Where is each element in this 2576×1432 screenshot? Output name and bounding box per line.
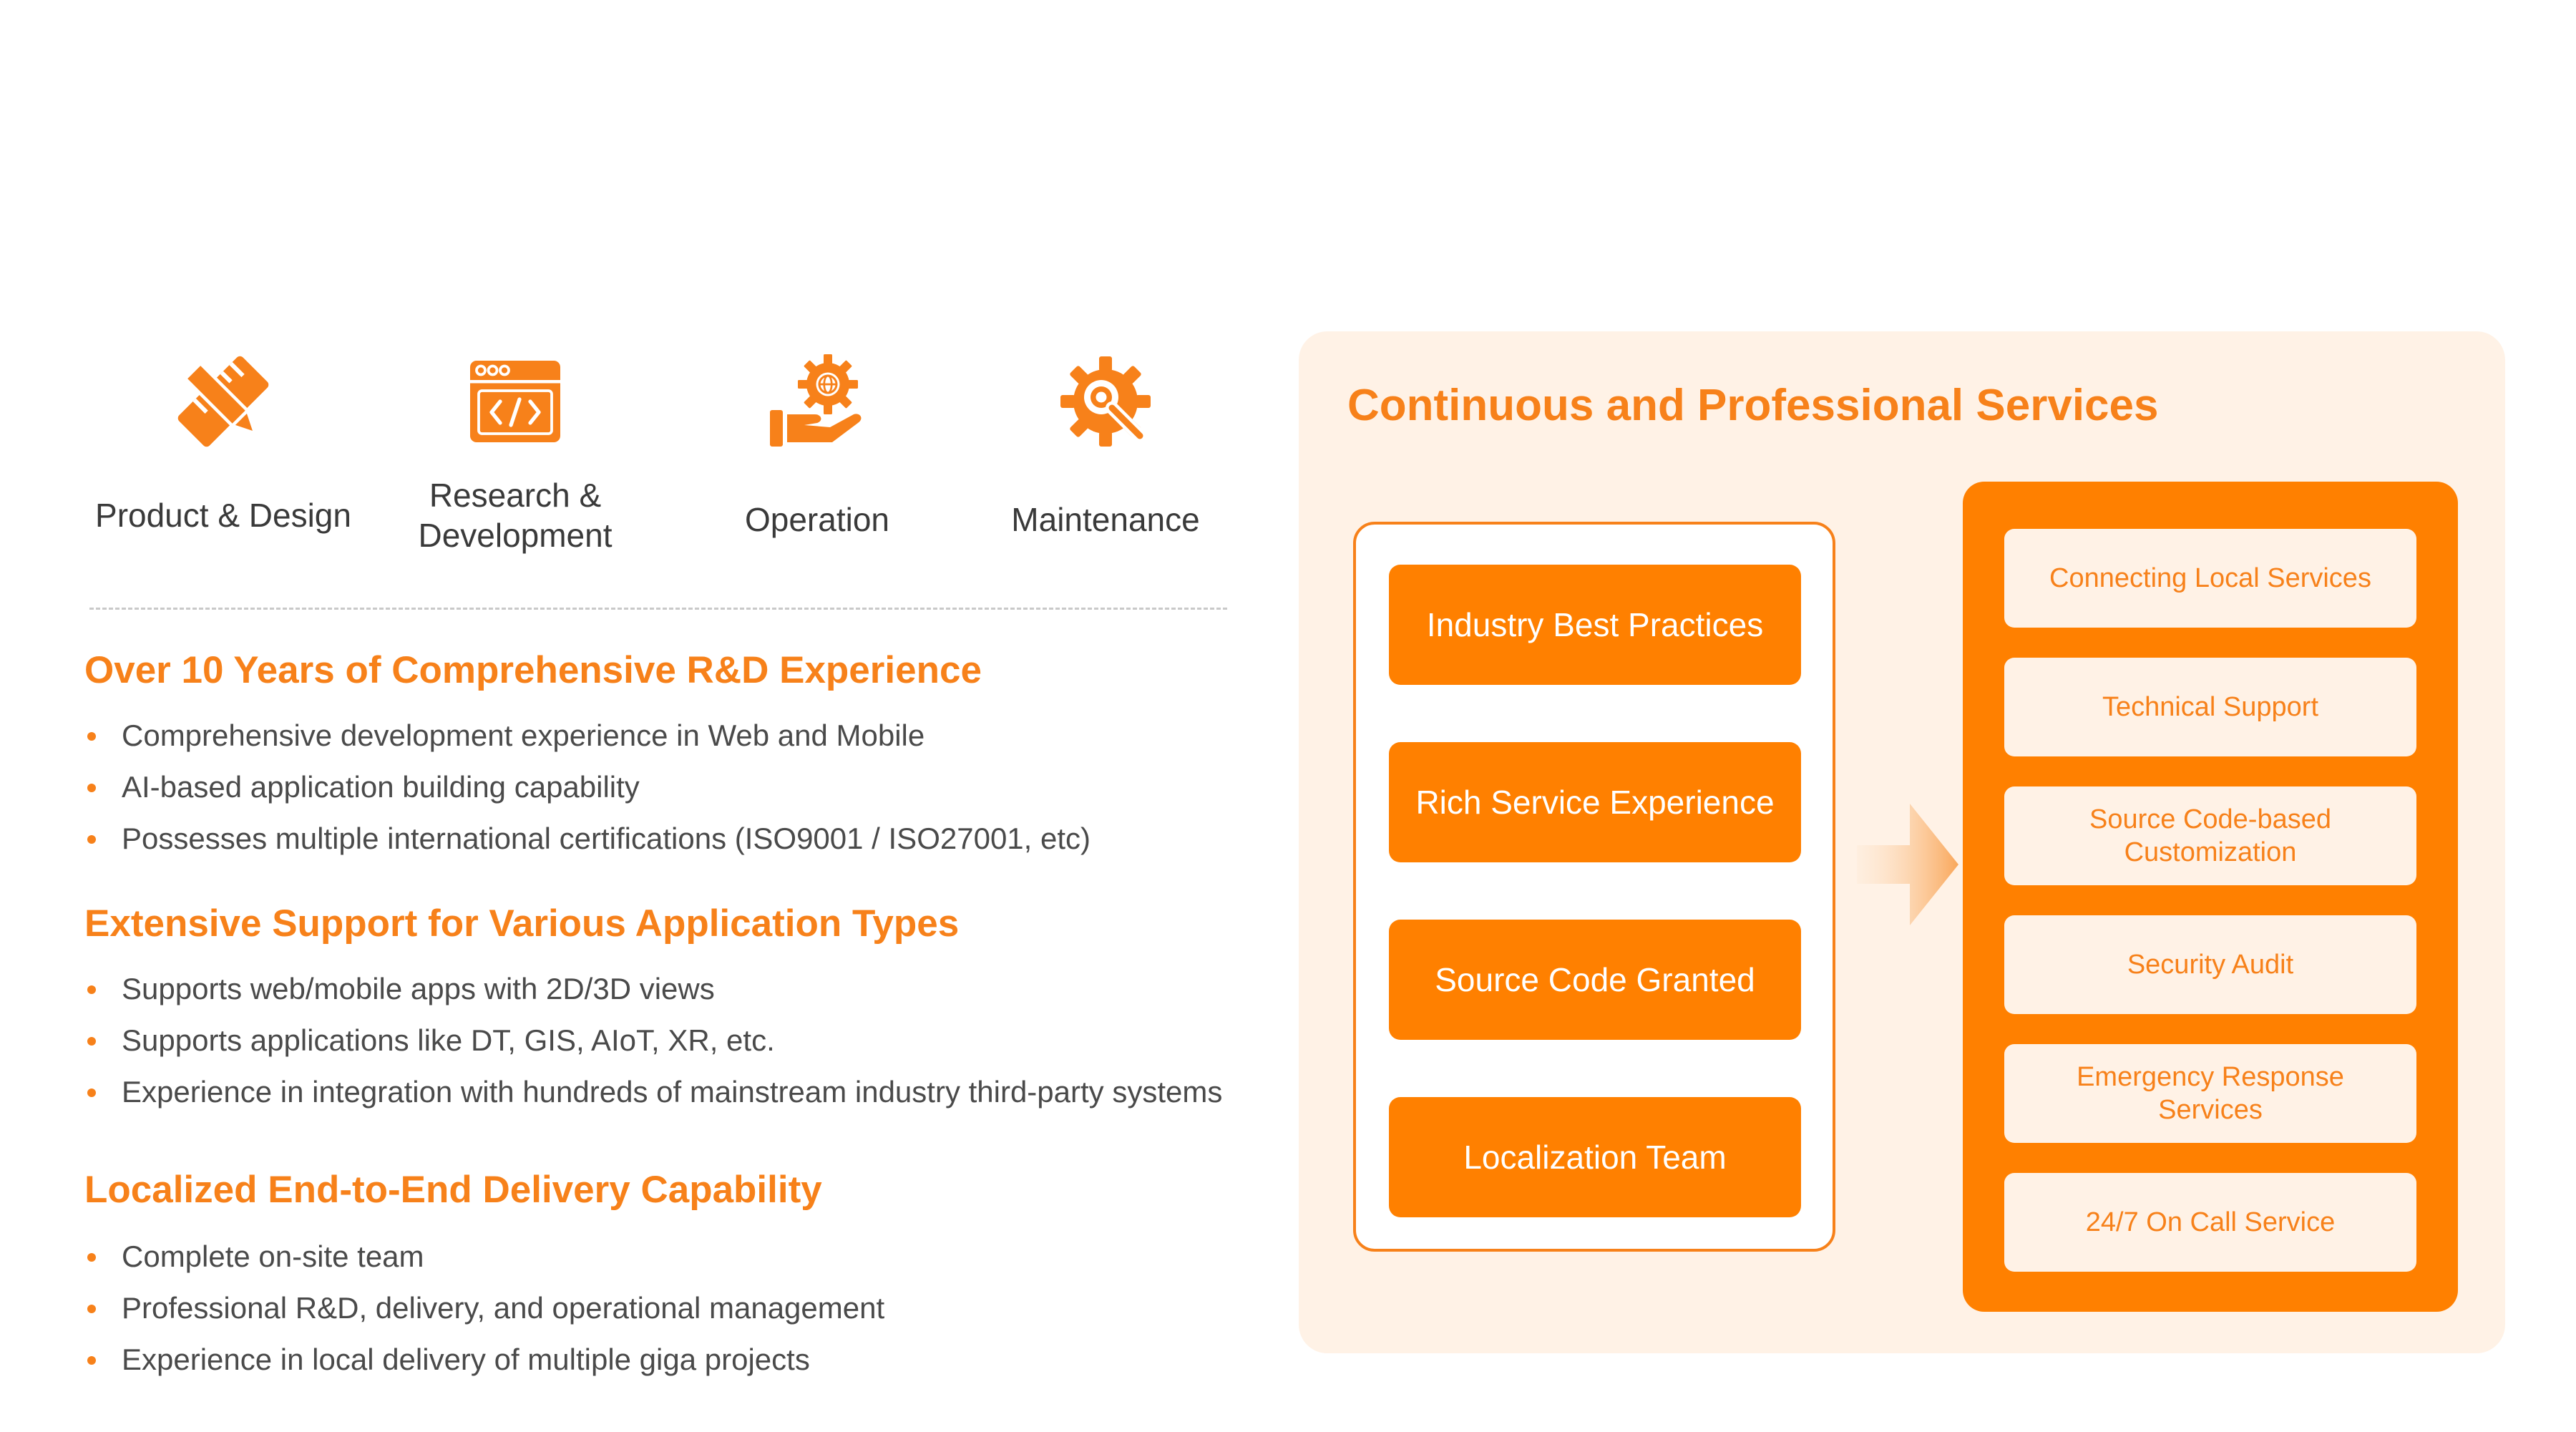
list-item: Complete on-site team xyxy=(84,1237,884,1288)
strengths-box xyxy=(1353,522,1835,1252)
bullet-list-rd-experience xyxy=(84,716,1091,870)
strength-item: Rich Service Experience xyxy=(1389,742,1801,862)
stage-research-development xyxy=(365,348,665,554)
bullet-dot-icon xyxy=(87,985,96,994)
list-item: AI-based application building capability xyxy=(84,767,1091,819)
section-title-application-types: Extensive Support for Various Application Types xyxy=(84,902,960,945)
bullet-dot-icon xyxy=(87,1356,96,1365)
stage-operation xyxy=(667,348,967,538)
bullet-dot-icon xyxy=(87,1305,96,1313)
section-title-rd-experience: Over 10 Years of Comprehensive R&D Experience xyxy=(84,649,982,691)
list-item: Professional R&D, delivery, and operational management xyxy=(84,1288,884,1340)
gear-wrench-icon xyxy=(955,348,1256,455)
bullet-dot-icon xyxy=(87,732,96,741)
bullet-dot-icon xyxy=(87,1253,96,1262)
stage-label: Product & Design xyxy=(95,497,351,534)
strength-item: Source Code Granted xyxy=(1389,920,1801,1040)
strength-item: Localization Team xyxy=(1389,1097,1801,1217)
service-item: Technical Support xyxy=(2004,658,2416,756)
list-item: Experience in integration with hundreds of mainstream industry third-party systems xyxy=(84,1072,1222,1124)
service-item: Connecting Local Services xyxy=(2004,529,2416,628)
list-item: Supports applications like DT, GIS, AIoT, XR, etc. xyxy=(84,1021,1222,1072)
panel-title: Continuous and Professional Services xyxy=(1347,381,2159,430)
bullet-dot-icon xyxy=(87,835,96,844)
service-item: Source Code-based Customization xyxy=(2004,786,2416,885)
service-item: Security Audit xyxy=(2004,915,2416,1014)
list-item: Supports web/mobile apps with 2D/3D views xyxy=(84,969,1222,1021)
bullet-dot-icon xyxy=(87,784,96,792)
services-box xyxy=(1963,482,2458,1312)
stage-maintenance xyxy=(955,348,1256,538)
list-item: Possesses multiple international certifications (ISO9001 / ISO27001, etc) xyxy=(84,819,1091,870)
bullet-list-delivery-capability xyxy=(84,1237,884,1391)
section-title-delivery-capability: Localized End-to-End Delivery Capability xyxy=(84,1169,822,1211)
list-item: Comprehensive development experience in Web and Mobile xyxy=(84,716,1091,767)
bullet-dot-icon xyxy=(87,1037,96,1046)
service-item: 24/7 On Call Service xyxy=(2004,1173,2416,1272)
bullet-dot-icon xyxy=(87,1088,96,1097)
list-item: Experience in local delivery of multiple giga projects xyxy=(84,1340,884,1391)
section-divider xyxy=(89,608,1227,610)
stage-label: Research & Development xyxy=(418,477,613,554)
arrow-right-icon xyxy=(1857,804,1979,925)
stage-label: Maintenance xyxy=(1011,501,1200,538)
stage-label: Operation xyxy=(744,501,889,538)
service-item: Emergency Response Services xyxy=(2004,1044,2416,1143)
strength-item: Industry Best Practices xyxy=(1389,565,1801,685)
hand-gear-icon xyxy=(667,348,967,455)
services-panel xyxy=(1299,331,2505,1353)
code-window-icon xyxy=(365,348,665,455)
pencil-ruler-icon xyxy=(73,348,374,455)
stage-product-design xyxy=(73,348,374,534)
bullet-list-application-types xyxy=(84,969,1222,1124)
